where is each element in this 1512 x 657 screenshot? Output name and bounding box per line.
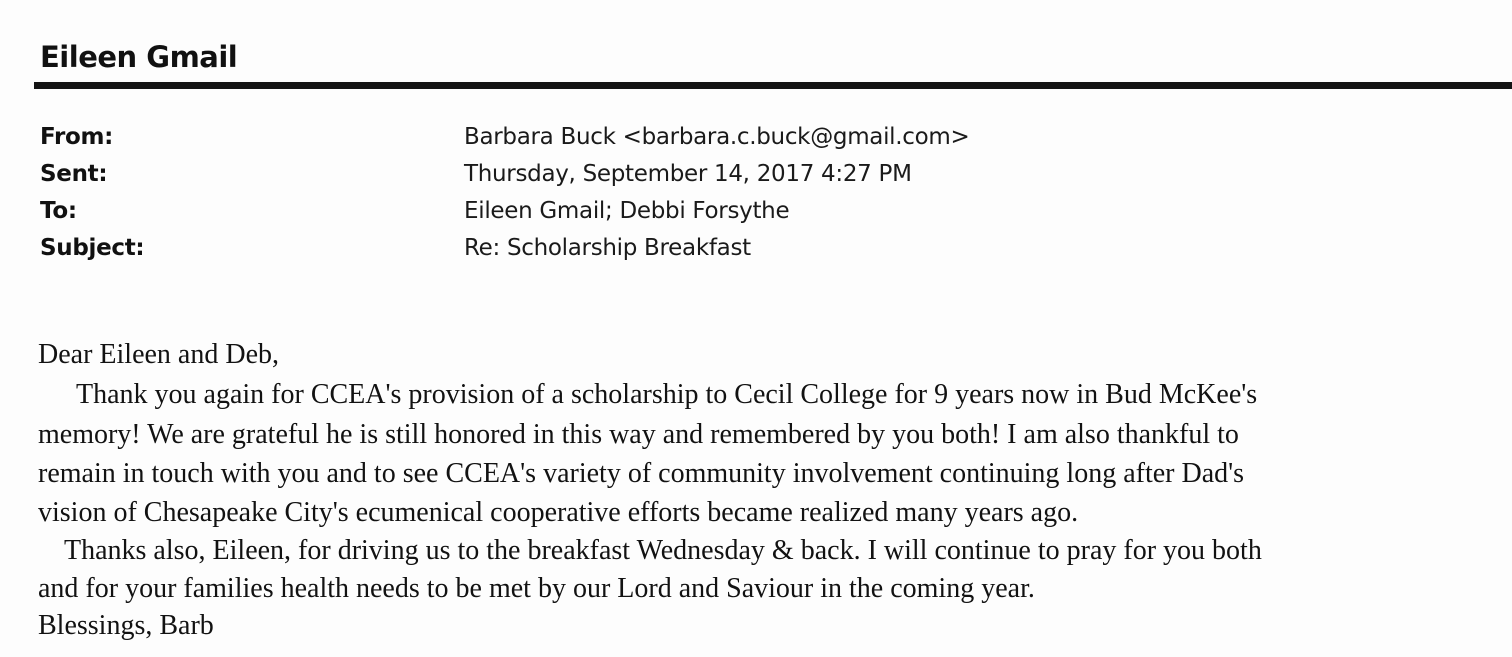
body-line: Thank you again for CCEA's provision of a scholarship to Cecil College for 9 years now in Bud McKee's: [76, 379, 1258, 410]
to-label: To:: [40, 198, 77, 224]
header-row-from: [40, 124, 1500, 158]
title-divider: [34, 82, 1512, 89]
body-signoff: Blessings, Barb: [38, 610, 214, 641]
sent-value: Thursday, September 14, 2017 4:27 PM: [464, 161, 912, 187]
header-row-subject: [40, 235, 1500, 269]
to-value: Eileen Gmail; Debbi Forsythe: [464, 198, 790, 224]
body-line: and for your families health needs to be met by our Lord and Saviour in the coming year.: [38, 573, 1035, 604]
body-greeting: Dear Eileen and Deb,: [38, 339, 279, 370]
subject-value: Re: Scholarship Breakfast: [464, 235, 751, 261]
body-line: vision of Chesapeake City's ecumenical cooperative efforts became realized many years ago.: [38, 497, 1079, 528]
body-line: memory! We are grateful he is still honored in this way and remembered by you both! I am also thankful to: [38, 419, 1239, 450]
subject-label: Subject:: [40, 235, 145, 261]
sent-label: Sent:: [40, 161, 108, 187]
from-label: From:: [40, 124, 114, 150]
mailbox-title: Eileen Gmail: [40, 40, 238, 74]
from-value: Barbara Buck <barbara.c.buck@gmail.com>: [464, 124, 970, 150]
header-row-sent: [40, 161, 1500, 195]
body-line: Thanks also, Eileen, for driving us to the breakfast Wednesday & back. I will continue to pray for you both: [64, 535, 1262, 566]
body-line: remain in touch with you and to see CCEA's variety of community involvement continuing long after Dad's: [38, 458, 1245, 489]
header-row-to: [40, 198, 1500, 232]
